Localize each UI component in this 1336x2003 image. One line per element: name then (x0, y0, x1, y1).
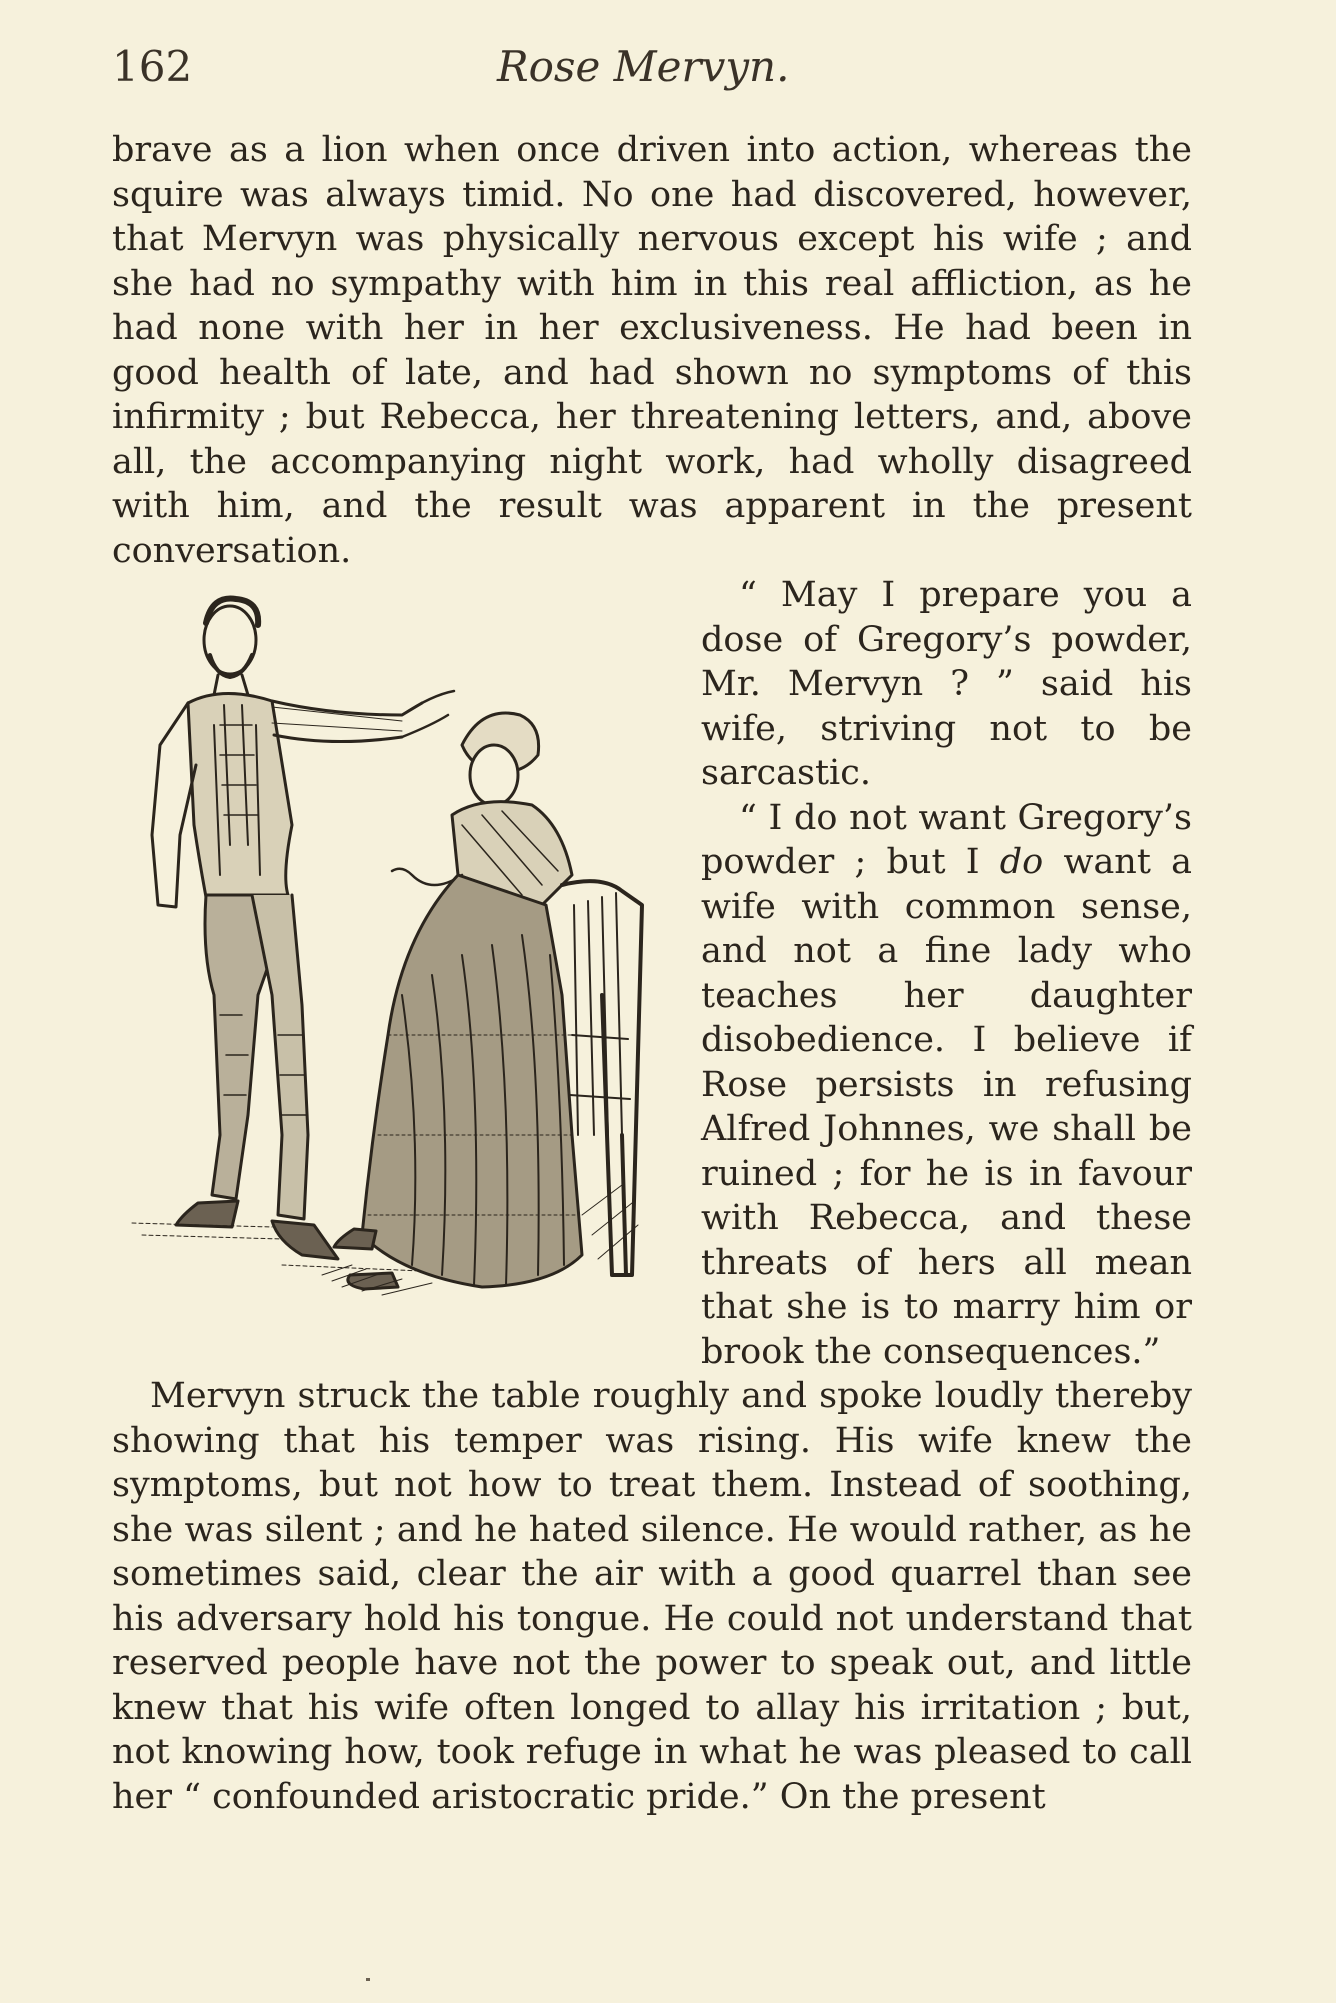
dialogue-part-1: “ I do not want Gregory’s powder ; but I (701, 797, 1192, 882)
page-number: 162 (112, 42, 193, 91)
paragraph-dose-question (112, 573, 1192, 796)
illustration-engraving-icon (102, 575, 687, 1360)
dialogue-part-2: want a wife with common sense, and not a fine lady who teaches her daughter disobedience. I believe if Rose persists in refusing Alfred Johnnes, we shall be ruined ; for he is in favour with Rebecca, and these threats of hers all mean that she is to marry him or brook the consequences.” (701, 842, 1192, 1372)
body-text (112, 128, 1192, 1819)
running-title: Rose Mervyn. (497, 42, 790, 91)
paragraph-dose-question-text: “ May I prepare you a dose of Gregory’s powder, Mr. Mervyn ? ” said his wife, striving not to be sarcastic. (701, 575, 1192, 793)
seated-woman-figure (334, 713, 642, 1289)
running-header (112, 32, 1192, 102)
paragraph-opening: brave as a lion when once driven into action, whereas the squire was always timid. No one had discovered, however, that Mervyn was physically nervous except his wife ; and she had no sympathy with him in this real affliction, as he had none with her in her exclusiveness. He had been in good health of late, and had shown no symptoms of this infirmity ; but Rebecca, her threatening letters, and, above all, the accompanying night work, had wholly disagreed with him, and the result was apparent in the present conversation. (112, 130, 1192, 571)
paragraph-closing: Mervyn struck the table roughly and spoke loudly thereby showing that his temper was rising. His wife knew the symptoms, but not how to treat them. Instead of soothing, she was silent ; and he hated silence. He would rather, as he sometimes said, clear the air with a good quarrel than see his adversary hold his tongue. He could not understand that reserved people have not the power to speak out, and little knew that his wife often longed to allay his irritation ; but, not knowing how, took refuge in what he was pleased to call her “ confounded aristocratic pride.” On the present (112, 1376, 1192, 1817)
dialogue-emphasis: do (999, 842, 1044, 882)
engraving-icon (102, 575, 687, 1360)
print-mark (366, 1978, 370, 1981)
